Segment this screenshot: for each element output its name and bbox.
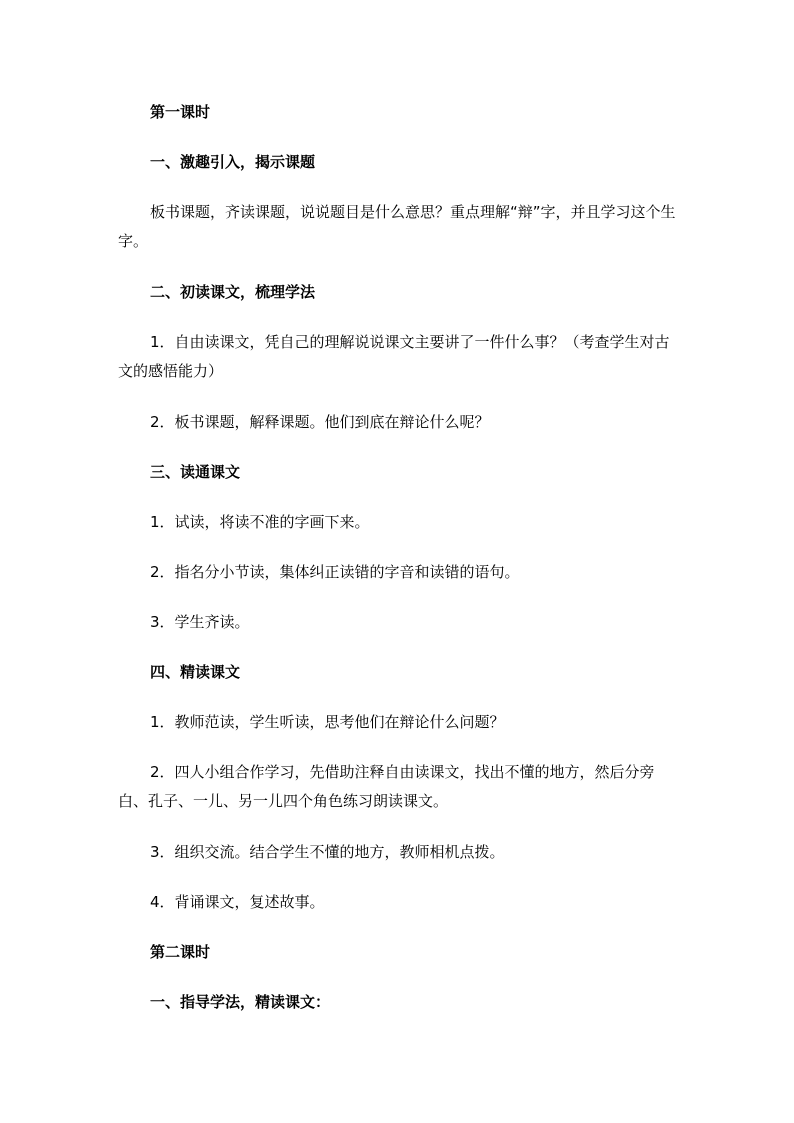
section-heading-first-reading: 二、初读课文，梳理学法 bbox=[150, 283, 316, 301]
paragraph-group-study: 2．四人小组合作学习，先借助注释自由读课文，找出不懂的地方，然后分旁白、孔子、一儿、另一儿四个角色练习朗读课文。 bbox=[118, 763, 655, 810]
section-heading-lesson-two: 第二课时 bbox=[150, 943, 211, 961]
section-heading-introduction: 一、激趣引入，揭示课题 bbox=[150, 153, 316, 171]
paragraph-try-reading: 1．试读，将读不准的字画下来。 bbox=[150, 513, 370, 531]
paragraph-teacher-reading: 1．教师范读，学生听读，思考他们在辩论什么问题？ bbox=[150, 713, 505, 731]
paragraph-group-reading: 3．学生齐读。 bbox=[150, 613, 250, 631]
section-heading-lesson-one: 第一课时 bbox=[150, 103, 211, 121]
paragraph-explain-title: 2．板书课题，解释课题。他们到底在辩论什么呢？ bbox=[150, 413, 490, 431]
paragraph-recite: 4．背诵课文，复述故事。 bbox=[150, 893, 325, 911]
paragraph-section-reading: 2．指名分小节读，集体纠正读错的字音和读错的语句。 bbox=[150, 563, 520, 581]
section-heading-read-through: 三、读通课文 bbox=[150, 463, 241, 481]
paragraph-free-reading: 1．自由读课文，凭自己的理解说说课文主要讲了一件什么事？（考查学生对古文的感悟能力） bbox=[118, 333, 670, 380]
paragraph-board-title: 板书课题，齐读课题，说说题目是什么意思？重点理解“辩”字，并且学习这个生字。 bbox=[118, 203, 676, 250]
section-heading-close-reading: 四、精读课文 bbox=[150, 663, 241, 681]
paragraph-exchange: 3．组织交流。结合学生不懂的地方，教师相机点拨。 bbox=[150, 843, 505, 861]
section-heading-study-method: 一、指导学法，精读课文： bbox=[150, 993, 331, 1011]
